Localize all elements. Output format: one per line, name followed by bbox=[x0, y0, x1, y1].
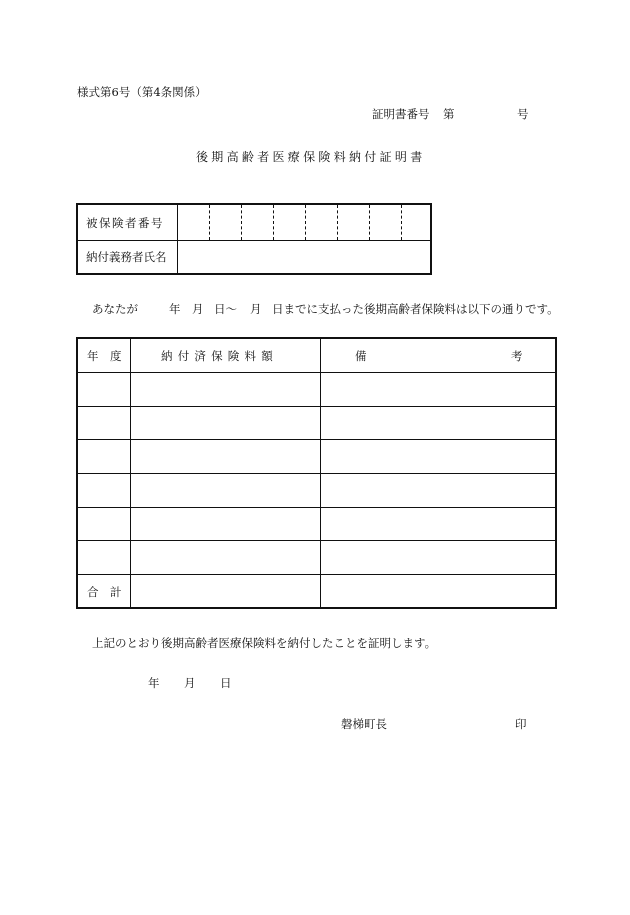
statement-year: 年 bbox=[169, 302, 181, 316]
total-label: 合 計 bbox=[87, 585, 122, 599]
payer-name-row bbox=[78, 240, 430, 273]
insured-number-label: 被保険者番号 bbox=[78, 205, 178, 240]
row-divider bbox=[78, 439, 555, 440]
date-day: 日 bbox=[220, 676, 232, 690]
statement-month2: 月 bbox=[250, 302, 262, 316]
header-remarks: 考 bbox=[511, 349, 523, 363]
issuer-title: 磐梯町長 bbox=[341, 717, 387, 731]
certificate-number-suffix: 号 bbox=[517, 107, 529, 121]
insured-number-row bbox=[78, 205, 430, 241]
statement-rest: 日までに支払った後期高齢者保険料は以下の通りです。 bbox=[272, 302, 559, 316]
digit-divider bbox=[273, 205, 274, 240]
digit-divider bbox=[241, 205, 242, 240]
digit-divider bbox=[209, 205, 210, 240]
insured-info-box bbox=[76, 203, 432, 275]
date-year: 年 bbox=[148, 676, 160, 690]
row-divider bbox=[78, 473, 555, 474]
digit-divider bbox=[369, 205, 370, 240]
row-divider bbox=[78, 507, 555, 508]
header-remarks: 備 bbox=[355, 349, 367, 363]
certificate-number-prefix: 第 bbox=[443, 107, 455, 121]
statement-month1: 月 bbox=[192, 302, 204, 316]
digit-divider bbox=[401, 205, 402, 240]
certificate-number-label: 証明書番号 bbox=[372, 107, 430, 121]
row-divider bbox=[78, 406, 555, 407]
statement-part1: あなたが bbox=[92, 302, 138, 316]
statement-day-to: 日〜 bbox=[214, 302, 237, 316]
row-divider bbox=[78, 540, 555, 541]
header-paid-amount: 納付済保険料額 bbox=[161, 349, 278, 363]
payment-table bbox=[76, 337, 557, 609]
seal-mark: 印 bbox=[515, 717, 527, 731]
form-number-label: 様式第6号（第4条関係） bbox=[77, 85, 207, 99]
payer-name-label: 納付義務者氏名 bbox=[78, 240, 178, 273]
header-fiscal-year: 年 度 bbox=[87, 349, 122, 363]
document-title: 後期高齢者医療保険料納付証明書 bbox=[196, 150, 426, 164]
row-divider bbox=[78, 372, 555, 373]
certification-text: 上記のとおり後期高齢者医療保険料を納付したことを証明します。 bbox=[92, 636, 437, 650]
digit-divider bbox=[305, 205, 306, 240]
row-divider bbox=[78, 574, 555, 575]
date-month: 月 bbox=[184, 676, 196, 690]
digit-divider bbox=[337, 205, 338, 240]
